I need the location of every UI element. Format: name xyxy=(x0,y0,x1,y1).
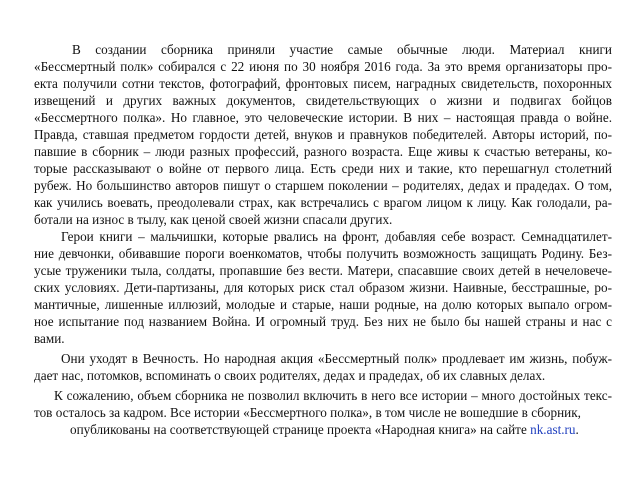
paragraph-2-line-6: ное испытание под названием Война. И огромный труд. Без них не было бы нашей страны и нас с xyxy=(34,314,612,329)
paragraph-1-line-11: ботали на износ в тылу, как ценой своей жизни спасали других. xyxy=(34,212,393,227)
paragraph-1-line-10: как учились воевать, преодолевали страх, как встречались с врагом лицом к лицу. Как голодали, ра- xyxy=(34,195,612,210)
paragraph-1-line-9: рубеж. Но большинство авторов пишут о старшем поколении – родителях, дедах и прадедах. О том, xyxy=(34,178,612,193)
paragraph-1-line-6: Правда, ставшая предметом гордости детей, внуков и правнуков победителей. Авторы историй, по- xyxy=(34,127,612,142)
paragraph-2-line-2: ние девчонки, обивавшие пороги военкоматов, чтобы получить возможность защищать Родину. Без- xyxy=(34,246,612,261)
paragraph-3-line-2: дает нас, потомков, вспоминать о своих родителях, дедах и прадедах, об их славных делах. xyxy=(34,368,546,383)
paragraph-2-line-1: Герои книги – мальчишки, которые рвались на фронт, добавляя себе возраст. Семнадцатилет- xyxy=(61,229,612,244)
paragraph-2-line-3: усые труженики тыла, солдаты, пропавшие без вести. Матери, спасавшие своих детей в нечеловече- xyxy=(34,263,612,278)
paragraph-1-line-7: павшие в сборник – люди разных профессий, разного возраста. Еще живы к счастью ветераны, ко- xyxy=(34,144,612,159)
final-line-text: опубликованы на соответствующей странице проекта «Народная книга» на сайте xyxy=(70,422,531,437)
paragraph-1-line-4: извещений и других важных документов, свидетельствующих о жизни и подвигах бойцов xyxy=(34,93,612,108)
paragraph-3-line-1: Они уходят в Вечность. Но народная акция «Бессмертный полк» продлевает им жизнь, побуж- xyxy=(61,351,612,366)
paragraph-2-line-5: мантичные, лишенные иллюзий, молодые и старые, наши родные, на долю которых выпало огром- xyxy=(34,297,612,312)
paragraph-2-line-4: ских условиях. Дети-партизаны, для которых риск стал образом жизни. Наивные, бесстрашные, ро- xyxy=(34,280,612,295)
paragraph-1-line-3: екта получили сотни текстов, фотографий, фронтовых писем, наградных свидетельств, похоронных xyxy=(34,76,612,91)
paragraph-4-line-1: К сожалению, объем сборника не позволил включить в него все истории – много достойных текс- xyxy=(54,388,612,403)
paragraph-1-line-5: «Бессмертного полка». Но главное, это человеческие истории. В них – настоящая правда о войне. xyxy=(34,110,612,125)
paragraph-1-line-1: В создании сборника приняли участие самые обычные люди. Материал книги xyxy=(72,42,612,57)
paragraph-2-line-7: вами. xyxy=(34,331,65,346)
site-link[interactable]: nk.ast.ru xyxy=(530,422,576,437)
paragraph-1-line-2: «Бессмертный полк» собирался с 22 июня по 30 ноября 2016 года. За это время организаторы про- xyxy=(34,59,612,74)
paragraph-4-line-2: тов осталось за кадром. Все истории «Бессмертного полка», в том числе не вошедшие в сборник, xyxy=(34,405,581,420)
final-period: . xyxy=(575,422,579,437)
paragraph-4-line-3 xyxy=(70,421,612,438)
paragraph-1-line-8: торые рассказывают о войне от первого лица. Есть среди них и такие, кто перешагнул столетний xyxy=(34,161,612,176)
